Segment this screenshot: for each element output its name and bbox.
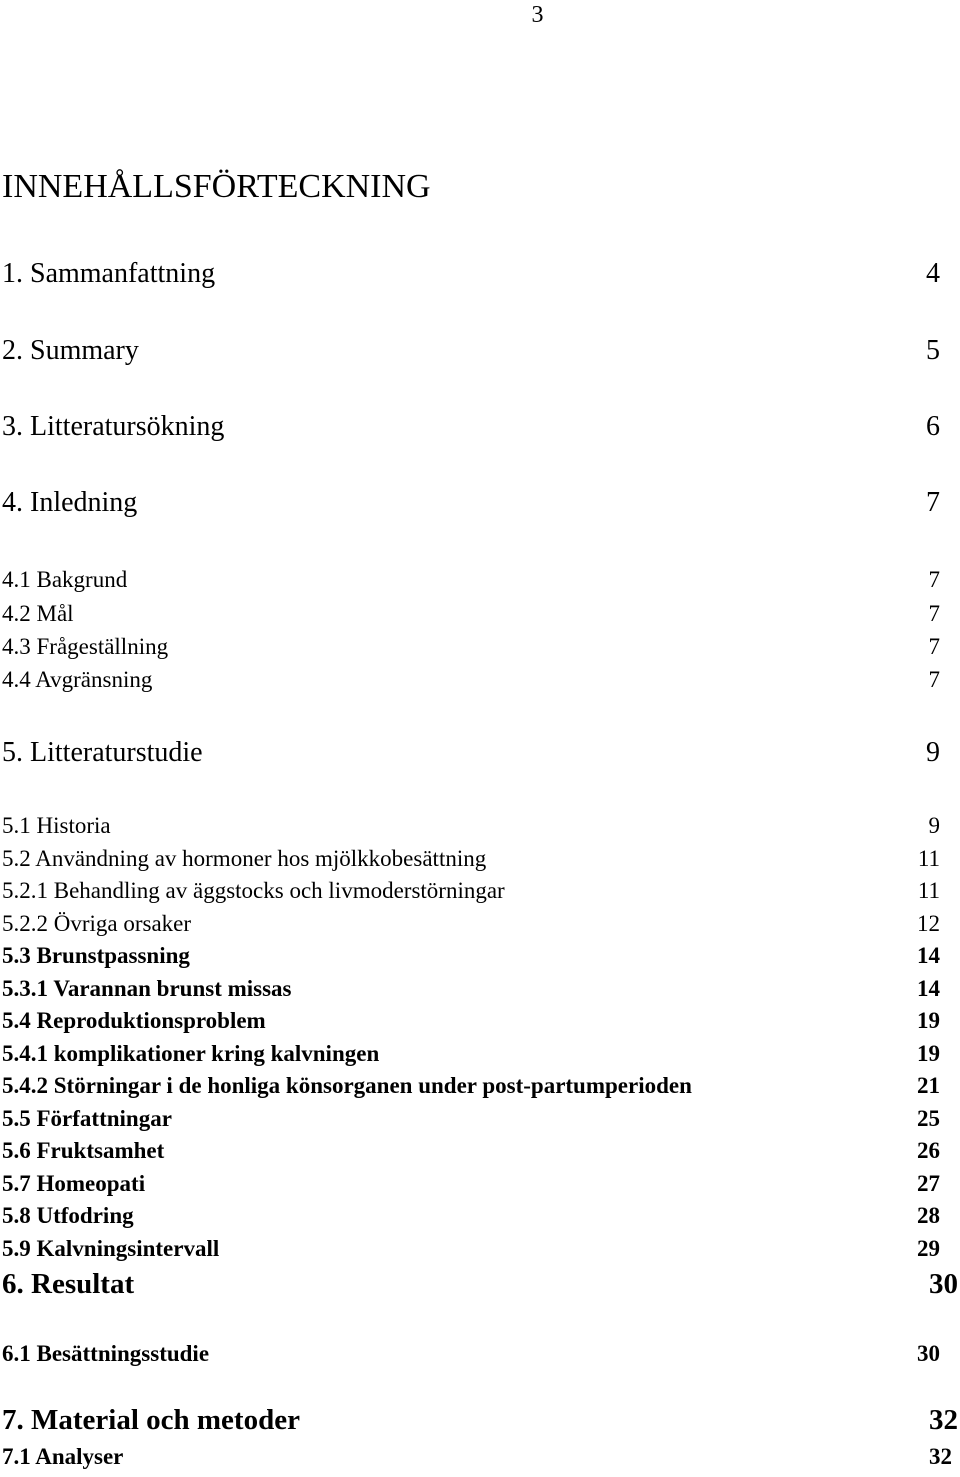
toc-entry-4-2: [2, 601, 940, 627]
toc-entry-5-4-2: [2, 1073, 940, 1099]
toc-entry-label: 5.4.2 Störningar i de honliga könsorganen under post-partumperioden: [2, 1073, 692, 1098]
toc-entry-label: 4.1 Bakgrund: [2, 567, 128, 592]
toc-entry-page: 14: [917, 943, 940, 968]
toc-entry-label: 5.7 Homeopati: [2, 1171, 146, 1196]
toc-entry-label: 7.1 Analyser: [2, 1444, 124, 1469]
toc-entry-4-1: [2, 567, 940, 593]
toc-entry-label: 5.5 Författningar: [2, 1106, 172, 1131]
toc-entry-page: 25: [917, 1106, 940, 1131]
toc-entry-page: 11: [917, 878, 940, 903]
toc-entry-label: 5.6 Fruktsamhet: [2, 1138, 165, 1163]
toc-entry-label: 5.4 Reproduktionsproblem: [2, 1008, 266, 1033]
toc-entry-5-3-1: [2, 976, 940, 1002]
toc-entry-label: 4.2 Mål: [2, 601, 74, 626]
toc-entry-7: [2, 1404, 958, 1437]
toc-entry-page: 7: [928, 601, 940, 626]
toc-entry-page: 21: [917, 1073, 940, 1098]
toc-entry-label: 5.3.1 Varannan brunst missas: [2, 976, 292, 1001]
toc-entry-page: 7: [928, 634, 940, 659]
page-number: 3: [531, 2, 544, 28]
toc-entry-label: 5.3 Brunstpassning: [2, 943, 190, 968]
toc-entry-page: 5: [926, 335, 940, 366]
toc-entry-page: 32: [929, 1444, 952, 1469]
toc-entry-7-1: [2, 1444, 952, 1470]
toc-entry-5-9: [2, 1236, 940, 1262]
toc-entry-page: 32: [929, 1404, 958, 1436]
toc-entry-5-2: [2, 846, 940, 872]
toc-entry-label: 3. Litteratursökning: [2, 411, 225, 442]
toc-entry-6-1: [2, 1341, 940, 1367]
toc-entry-page: 9: [928, 813, 940, 838]
toc-entry-label: 6. Resultat: [2, 1268, 135, 1300]
toc-entry-page: 27: [917, 1171, 940, 1196]
toc-entry-page: 28: [917, 1203, 940, 1228]
toc-entry-page: 30: [917, 1341, 940, 1366]
toc-entry-label: 5. Litteraturstudie: [2, 737, 203, 768]
toc-entry-label: 2. Summary: [2, 335, 139, 366]
toc-entry-label: 7. Material och metoder: [2, 1404, 300, 1436]
toc-entry-5-6: [2, 1138, 940, 1164]
toc-entry-5-2-1: [2, 878, 940, 904]
toc-entry-page: 29: [917, 1236, 940, 1261]
toc-entry-page: 19: [917, 1008, 940, 1033]
toc-entry-label: 6.1 Besättningsstudie: [2, 1341, 210, 1366]
toc-entry-page: 19: [917, 1041, 940, 1066]
toc-entry-page: 30: [929, 1268, 958, 1300]
toc-entry-label: 5.2.1 Behandling av äggstocks och livmoderstörningar: [2, 878, 505, 903]
toc-entry-label: 4.3 Frågeställning: [2, 634, 169, 659]
toc-entry-page: 4: [926, 258, 940, 289]
toc-entry-5-7: [2, 1171, 940, 1197]
toc-entry-5-4-1: [2, 1041, 940, 1067]
toc-entry-6: [2, 1268, 958, 1301]
toc-entry-label: 5.2 Användning av hormoner hos mjölkkobesättning: [2, 846, 487, 871]
toc-entry-page: 7: [928, 667, 940, 692]
toc-entry-page: 7: [926, 487, 940, 518]
toc-entry-page: 6: [926, 411, 940, 442]
toc-entry-label: 5.4.1 komplikationer kring kalvningen: [2, 1041, 380, 1066]
toc-entry-page: 11: [917, 846, 940, 871]
toc-entry-page: 12: [917, 911, 940, 936]
toc-entry-label: 5.8 Utfodring: [2, 1203, 134, 1228]
toc-entry-2: [2, 335, 940, 367]
toc-entry-page: 26: [917, 1138, 940, 1163]
toc-title: INNEHÅLLSFÖRTECKNING: [2, 168, 431, 205]
toc-entry-label: 5.2.2 Övriga orsaker: [2, 911, 192, 936]
toc-entry-label: 4.4 Avgränsning: [2, 667, 153, 692]
toc-entry-5-1: [2, 813, 940, 839]
toc-entry-page: 14: [917, 976, 940, 1001]
toc-entry-4: [2, 487, 940, 519]
toc-entry-5-8: [2, 1203, 940, 1229]
toc-entry-3: [2, 411, 940, 443]
toc-entry-5: [2, 737, 940, 769]
toc-entry-5-4: [2, 1008, 940, 1034]
toc-entry-label: 5.1 Historia: [2, 813, 111, 838]
toc-entry-5-3: [2, 943, 940, 969]
toc-entry-label: 1. Sammanfattning: [2, 258, 216, 289]
toc-entry-label: 5.9 Kalvningsintervall: [2, 1236, 220, 1261]
toc-entry-page: 7: [928, 567, 940, 592]
toc-entry-4-3: [2, 634, 940, 660]
toc-entry-label: 4. Inledning: [2, 487, 138, 518]
toc-entry-5-5: [2, 1106, 940, 1132]
toc-entry-page: 9: [926, 737, 940, 768]
toc-entry-1: [2, 258, 940, 290]
toc-entry-4-4: [2, 667, 940, 693]
toc-entry-5-2-2: [2, 911, 940, 937]
